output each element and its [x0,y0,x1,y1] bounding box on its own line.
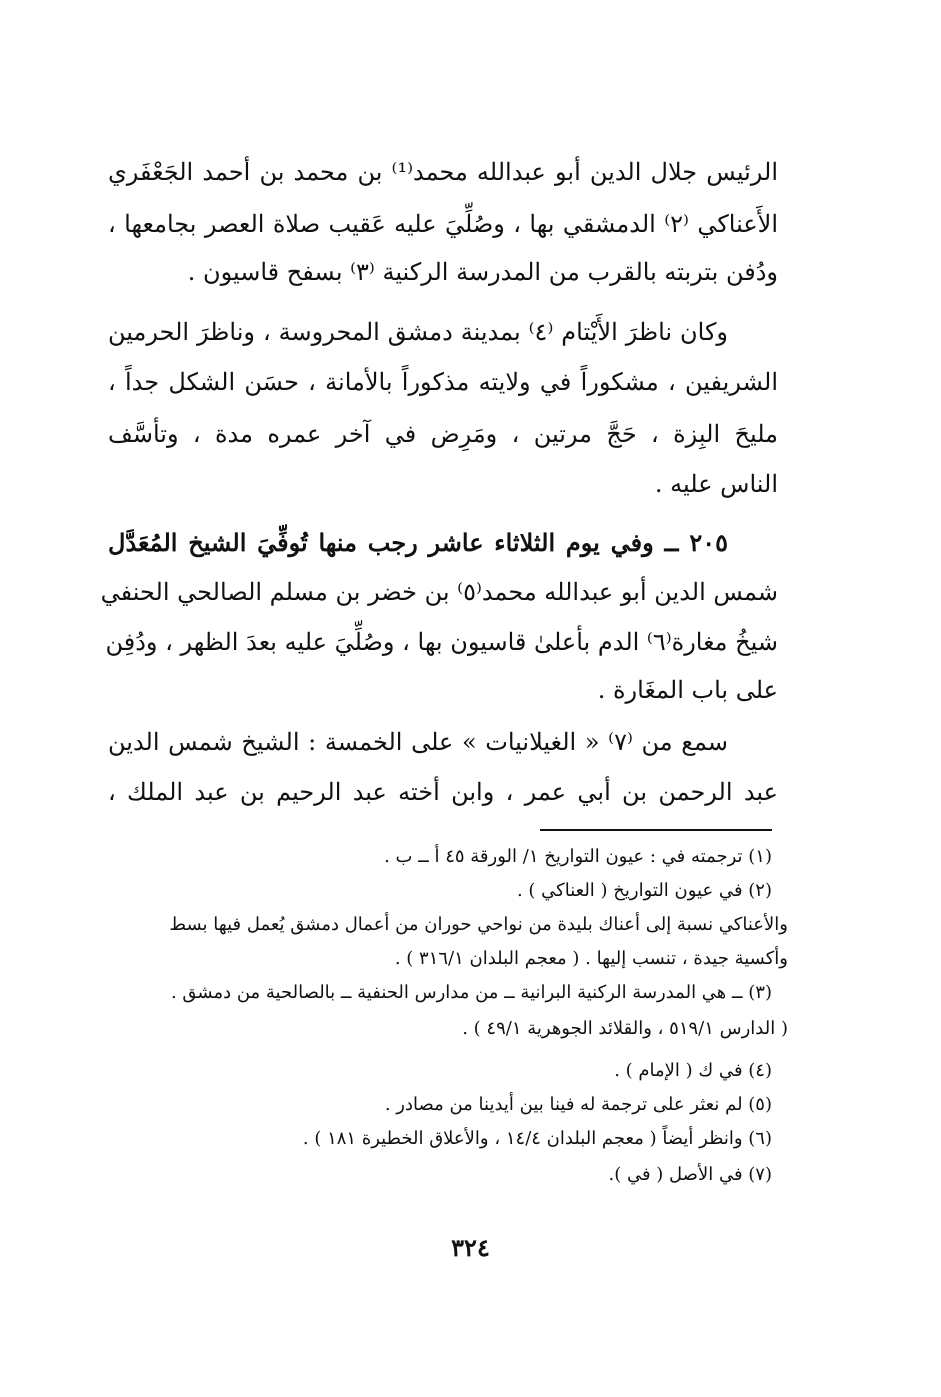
footnote: (٤) في ك ( الإمام ) . [614,1060,772,1081]
footnote: (١) ترجمته في : عيون التواريخ ١/ الورقة ٤٥ أ ــ ب . [384,846,772,867]
text-line: الأَعناكي ⁽٢⁾ الدمشقي بها ، وصُلِّيَ عليه عَقيب صلاة العصر بجامعها ، [108,210,778,238]
entry-heading-line: ٢٠٥ ــ وفي يوم الثلاثاء عاشر رجب منها تُوفِّيَ الشيخ المُعَدَّل [108,528,728,557]
footnote-separator [540,829,772,831]
text-line: وكان ناظرَ الأَيْتام ⁽٤⁾ بمدينة دمشق المحروسة ، وناظرَ الحرمين [108,318,728,346]
text-line: شمس الدين أبو عبدالله محمد⁽٥⁾ بن خضر بن مسلم الصالحي الحنفي [100,578,778,606]
text-line: الرئيس جلال الدين أبو عبدالله محمد⁽¹⁾ بن محمد بن أحمد الجَعْفَري [108,158,778,186]
footnote: (٣) ــ هي المدرسة الركنية البرانية ــ من مدارس الحنفية ــ بالصالحية من دمشق . [170,982,772,1003]
text-line: سمع من ⁽٧⁾ « الغيلانيات » على الخمسة : الشيخ شمس الدين [108,728,728,756]
text-line: مليحَ البِزة ، حَجَّ مرتين ، ومَرِض في آخر عمره مدة ، وتأسَّف [108,420,778,448]
text-line: على باب المغَارة . [597,676,778,704]
footnote: (٧) في الأصل ( في ). [608,1164,772,1185]
text-line: الشريفين ، مشكوراً في ولايته مذكوراً بالأمانة ، حسَن الشكل جداً ، [108,368,778,396]
text-line: شيخُ مغارة⁽٦⁾ الدم بأعلىٰ قاسيون بها ، وصُلِّيَ عليه بعدَ الظهر ، ودُفِن [105,628,778,656]
footnote: (٢) في عيون التواريخ ( العناكي ) . [516,880,772,901]
text-line: الناس عليه . [654,470,778,498]
footnote: (٦) وانظر أيضاً ( معجم البلدان ١٤/٤ ، والأعلاق الخطيرة ١٨١ ) . [302,1128,772,1149]
text-line: ودُفن بتربته بالقرب من المدرسة الركنية ⁽٣⁾ بسفح قاسيون . [187,258,778,286]
footnote: والأعناكي نسبة إلى أعناك بليدة من نواحي حوران من أعمال دمشق يُعمل فيها بسط [169,914,788,935]
footnote: (٥) لم نعثر على ترجمة له فينا بين أيدينا من مصادر . [384,1094,772,1115]
text-line: عبد الرحمن بن أبي عمر ، وابن أخته عبد الرحيم بن عبد الملك ، [108,778,778,806]
page-number: ٣٢٤ [451,1233,490,1262]
footnote: ( الدارس ٥١٩/١ ، والقلائد الجوهرية ٤٩/١ ) . [462,1018,788,1039]
footnote: وأكسية جيدة ، تنسب إليها . ( معجم البلدان ٣١٦/١ ) . [394,948,788,969]
